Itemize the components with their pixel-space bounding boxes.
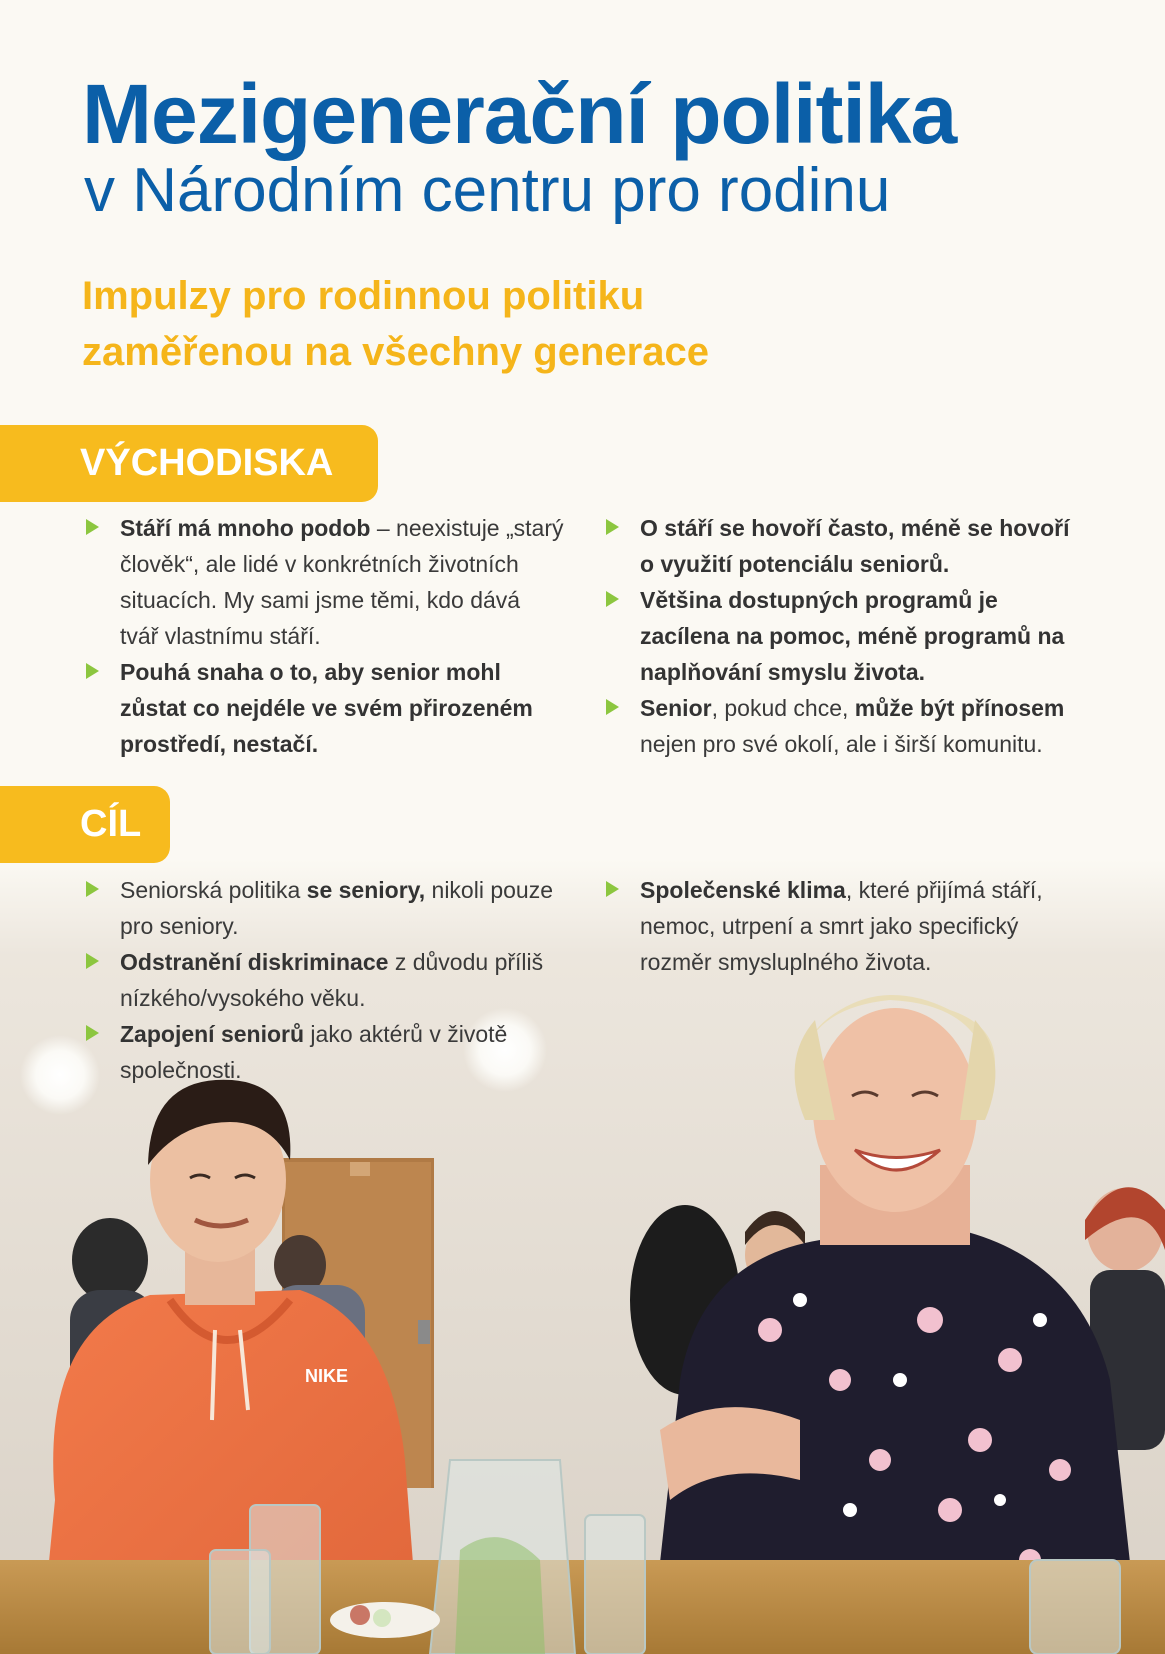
triangle-bullet-icon: [86, 881, 99, 897]
list-item: [604, 690, 1084, 762]
tagline: [82, 268, 709, 380]
item-text: , které přijímá stáří, nemoc, utrpení a smrt jako specifický rozměr smysluplného života.: [640, 877, 1043, 975]
section-label-vychodiska: VÝCHODISKA: [0, 425, 378, 502]
item-bold: se seniory,: [306, 877, 426, 903]
item-bold: Stáří má mnoho podob: [120, 515, 371, 541]
tagline-line-2: zaměřenou na všechny generace: [82, 330, 709, 374]
triangle-bullet-icon: [86, 953, 99, 969]
list-item: [604, 582, 1084, 690]
item-text: , pokud chce,: [711, 695, 855, 721]
item-text: jako aktérů v životě společnosti.: [120, 1021, 508, 1083]
item-text: nejen pro své okolí, ale i širší komunitu.: [640, 731, 1043, 757]
triangle-bullet-icon: [86, 1025, 99, 1041]
hoodie-logo: NIKE: [305, 1366, 349, 1386]
item-text: – neexistuje „starý člověk“, ale lidé v konkrétních životních situacích. My sami jsme těmi, kdo dává tvář vlastnímu stáří.: [120, 515, 564, 649]
triangle-bullet-icon: [86, 663, 99, 679]
triangle-bullet-icon: [606, 881, 619, 897]
item-bold: Odstranění diskriminace: [120, 949, 389, 975]
item-bold: Senior: [640, 695, 712, 721]
item-text: nikoli pouze pro seniory.: [120, 877, 553, 939]
list-item: [84, 510, 564, 654]
page-title: Mezigenerační politika: [82, 67, 957, 161]
list-item: [84, 944, 564, 1016]
triangle-bullet-icon: [606, 591, 619, 607]
list-item: [84, 1016, 564, 1088]
list-item: [84, 872, 564, 944]
item-text: Seniorská politika: [120, 877, 307, 903]
item-bold: Společenské klima: [640, 877, 846, 903]
list-item: [604, 872, 1074, 980]
item-text: z důvodu příliš nízkého/vysokého věku.: [120, 949, 544, 1011]
triangle-bullet-icon: [606, 699, 619, 715]
item-bold: O stáří se hovoří často, méně se hovoří o využití potenciálu seniorů.: [640, 515, 1070, 577]
list-item: [604, 510, 1084, 582]
item-bold: Pouhá snaha o to, aby senior mohl zůstat co nejdéle ve svém přirozeném prostředí, nestačí.: [120, 659, 533, 757]
section-label-cil: CÍL: [0, 786, 170, 863]
page-subtitle: v Národním centru pro rodinu: [84, 156, 891, 225]
list-item: [84, 654, 564, 762]
vychodiska-right-list: [604, 510, 1084, 762]
cil-left-list: [84, 872, 564, 1088]
triangle-bullet-icon: [86, 519, 99, 535]
item-bold: Většina dostupných programů je zacílena na pomoc, méně programů na naplňování smyslu života.: [640, 587, 1065, 685]
tagline-line-1: Impulzy pro rodinnou politiku: [82, 274, 645, 318]
item-bold: může být přínosem: [854, 695, 1065, 721]
cil-right-list: [604, 872, 1074, 980]
triangle-bullet-icon: [606, 519, 619, 535]
item-bold: Zapojení seniorů: [120, 1021, 305, 1047]
vychodiska-left-list: [84, 510, 564, 762]
